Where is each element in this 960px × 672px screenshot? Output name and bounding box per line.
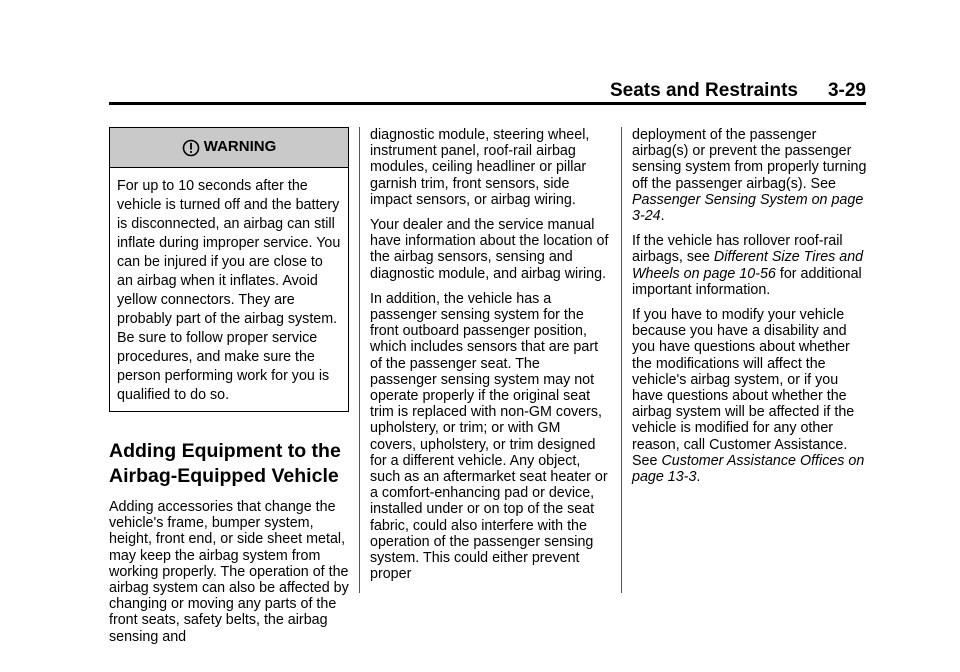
- warning-icon: [182, 139, 200, 157]
- text: for additional important information.: [632, 265, 862, 298]
- page-number: 3-29: [827, 80, 866, 101]
- section-title: Adding Equipment to the Airbag-Equipped Vehicle: [109, 440, 341, 487]
- cross-reference-link[interactable]: Passenger Sensing System on page 3-24: [632, 191, 864, 225]
- column-3: [632, 127, 872, 494]
- warning-title: WARNING: [203, 138, 277, 156]
- paragraph: In addition, the vehicle has a passenger sensing system for the front outboard passenger position, which includes sensors that are part of the passenger seat. The passenger sensing system may not operate properly if the original seat trim is replaced with non-GM covers, upholstery, or trim; or with GM covers, upholstery, or trim designed for a different vehicle. Any object, such as an aftermarket seat heater or a comfort-enhancing pad or device, installed under or on top of the seat fabric, could also interfere with the operation of the passenger sensing system. This could either prevent proper: [370, 290, 608, 583]
- section-name: Seats and Restraints: [610, 80, 798, 101]
- paragraph: Your dealer and the service manual have information about the location of the airbag sensors, sensing and diagnostic module, and airbag wiring.: [370, 217, 609, 282]
- cross-reference-link[interactable]: Customer Assistance Offices on page 13-3: [632, 452, 865, 486]
- warning-header: [110, 128, 348, 168]
- text: .: [660, 208, 665, 225]
- paragraph: [632, 233, 872, 298]
- paragraph: [632, 307, 872, 485]
- column-2: [370, 127, 610, 591]
- paragraph: diagnostic module, steering wheel, instrument panel, roof-rail airbag modules, ceiling headliner or pillar garnish trim, front sensors, side impact sensors, or airbag wiring.: [370, 127, 590, 208]
- warning-text: For up to 10 seconds after the vehicle is turned off and the battery is disconnected, an airbag can still inflate during improper service. You can be injured if you are close to an airbag when it inflates. Avoid yellow connectors. They are probably part of the airbag system. Be sure to follow proper service procedures, and make sure the person performing work for you is qualified to do so.: [117, 178, 341, 403]
- paragraph: Adding accessories that change the vehicle's frame, bumper system, height, front end, or side sheet metal, may keep the airbag system from working properly. The operation of the airbag system can also be affected by changing or moving any parts of the front seats, safety belts, the airbag sensing and: [109, 499, 349, 645]
- text: If you have to modify your vehicle because you have a disability and you have questions about whether the modifications will affect the vehicle's airbag system, or if you have questions about whether the airbag system will be affected if the vehicle is modified for any other reason, call Customer Assistance. See: [632, 307, 855, 469]
- column-divider: [621, 127, 622, 593]
- paragraph: [632, 127, 872, 224]
- text: If the vehicle has rollover roof-rail airbags, see: [632, 233, 843, 266]
- column-divider: [359, 127, 360, 593]
- cross-reference-link[interactable]: Different Size Tires and Wheels on page 10-56: [632, 249, 864, 282]
- text: .: [696, 469, 701, 486]
- page-header: [109, 80, 866, 101]
- warning-box: [109, 127, 349, 412]
- header-rule: [109, 102, 866, 105]
- text: deployment of the passenger airbag(s) or prevent the passenger sensing system from properly turning off the passenger airbag(s). See: [632, 127, 867, 192]
- column-1: [109, 127, 349, 654]
